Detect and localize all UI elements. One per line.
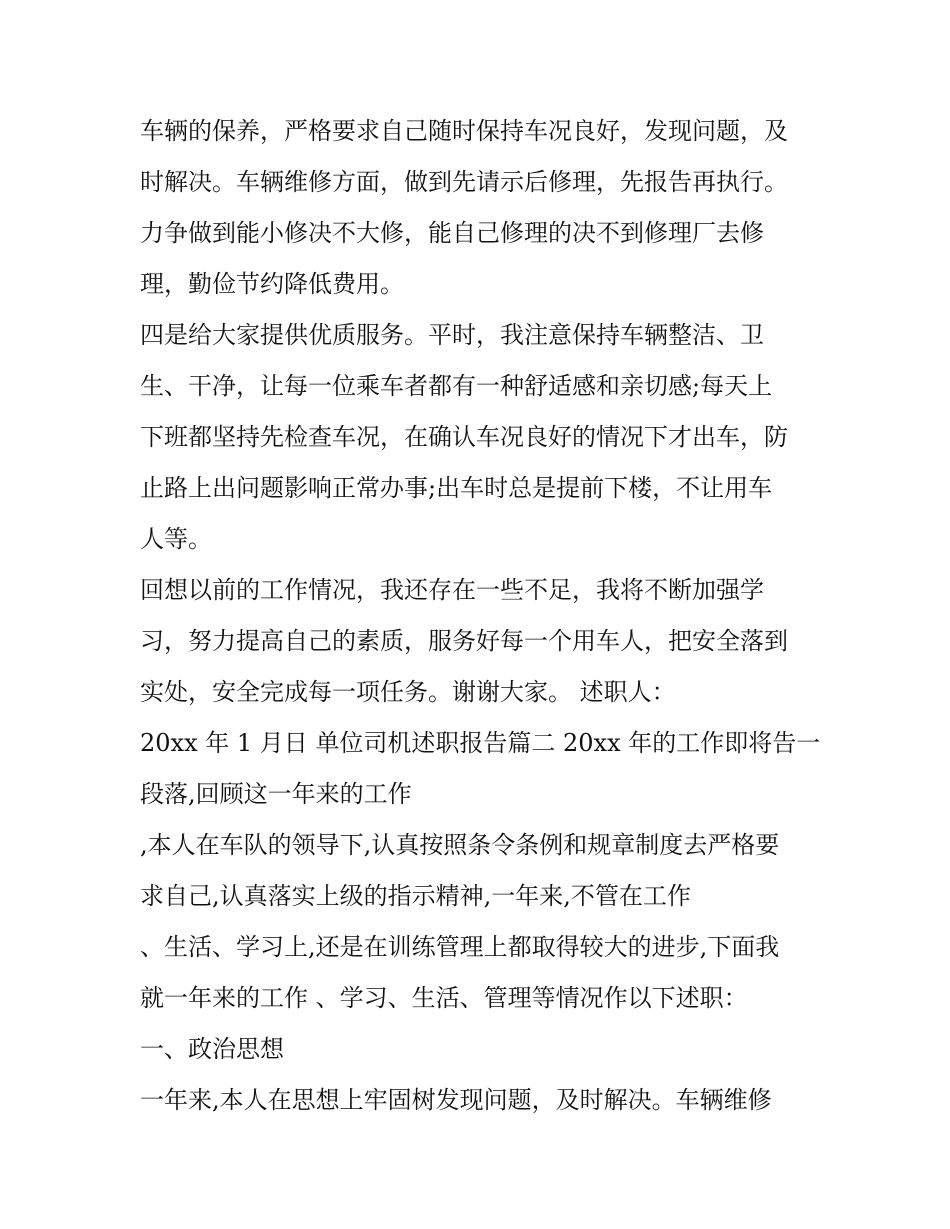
text-line: 车辆的保养，严格要求自己随时保持车况良好，发现问题，及	[140, 117, 788, 145]
text-line: 理，勤俭节约降低费用。	[140, 270, 404, 298]
text-line: 段落,回顾这一年来的工作	[140, 780, 412, 808]
text-line: 习，努力提高自己的素质，服务好每一个用车人，把安全落到	[140, 627, 788, 655]
text-line: 实处，安全完成每一项任务。谢谢大家。 述职人：	[140, 678, 676, 706]
text-line: 止路上出问题影响正常办事;出车时总是提前下楼，不让用车	[140, 474, 773, 502]
text-line: 人等。	[140, 525, 212, 553]
text-line: 一年来,本人在思想上牢固树发现问题，及时解决。车辆维修	[140, 1086, 772, 1114]
document-body	[140, 109, 830, 1129]
text-line: 生、干净，让每一位乘车者都有一种舒适感和亲切感;每天上	[140, 372, 773, 400]
text-line: 时解决。车辆维修方面，做到先请示后修理，先报告再执行。	[140, 168, 788, 196]
text-line: 求自己,认真落实上级的指示精神,一年来,不管在工作	[140, 882, 691, 910]
text-line: 下班都坚持先检查车况，在确认车况良好的情况下才出车，防	[140, 423, 788, 451]
text-line: 力争做到能小修决不大修，能自己修理的决不到修理厂去修	[140, 219, 764, 247]
text-line: 、生活、学习上,还是在训练管理上都取得较大的进步,下面我	[140, 933, 780, 961]
text-line: 一、政治思想	[140, 1035, 284, 1063]
text-line: 就一年来的工作 、学习、生活、管理等情况作以下述职：	[140, 984, 748, 1012]
text-line: 20xx 年 1 月日 单位司机述职报告篇二 20xx 年的工作即将告一	[140, 729, 821, 757]
text-line: 四是给大家提供优质服务。平时，我注意保持车辆整洁、卫	[140, 321, 764, 349]
text-line: ,本人在车队的领导下,认真按照条令条例和规章制度去严格要	[140, 831, 780, 859]
text-line: 回想以前的工作情况，我还存在一些不足，我将不断加强学	[140, 576, 764, 604]
